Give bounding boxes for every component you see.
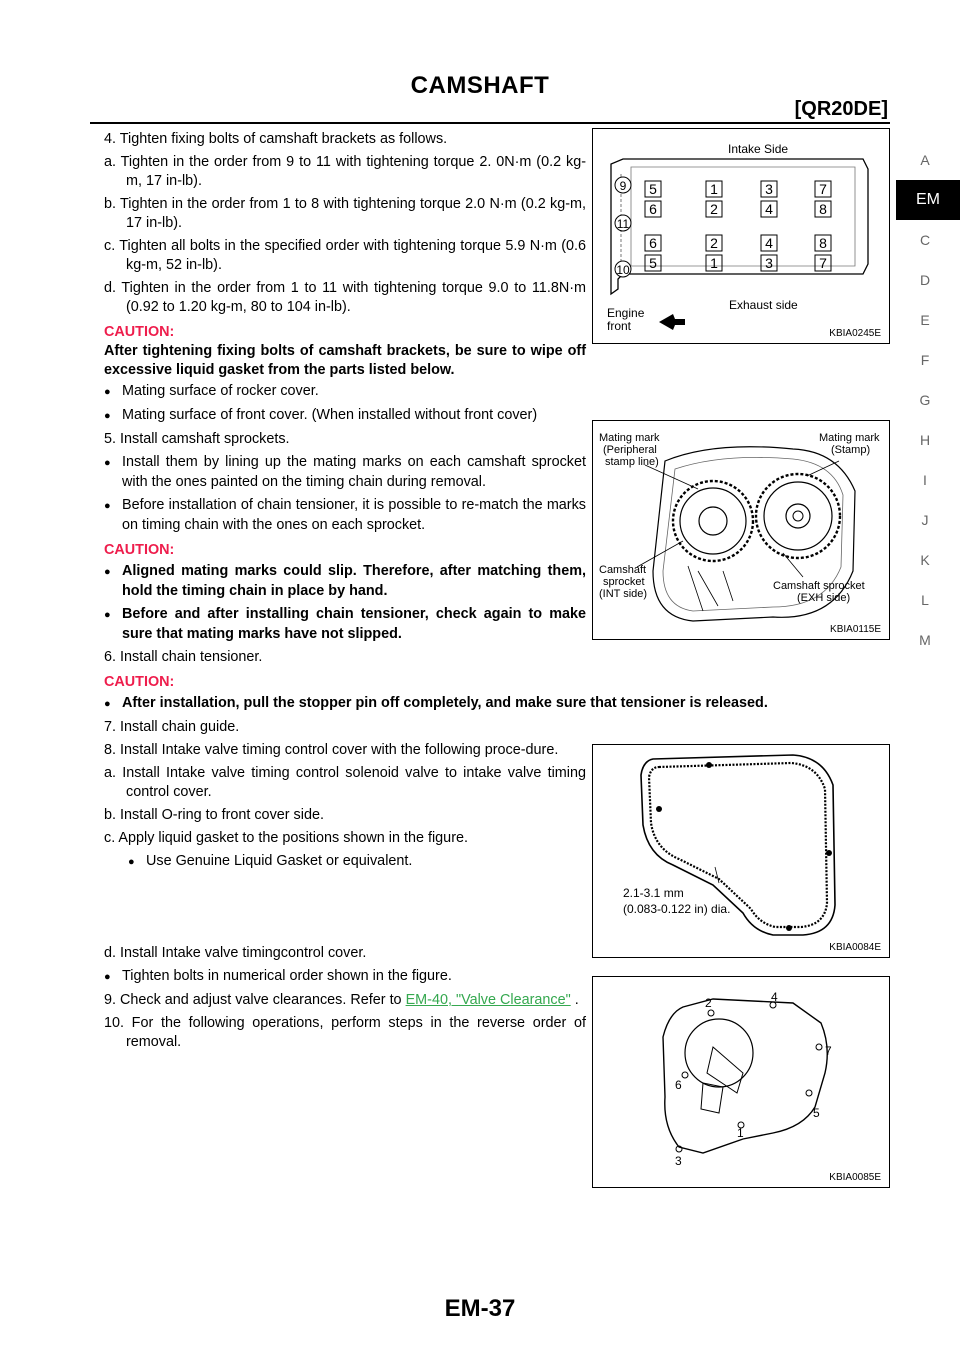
section-tab-l[interactable]: L	[921, 592, 929, 608]
figure-id: KBIA0085E	[829, 1172, 881, 1183]
svg-text:(INT side): (INT side)	[599, 588, 648, 600]
svg-text:10: 10	[616, 263, 630, 277]
svg-text:(0.083-0.122 in) dia.: (0.083-0.122 in) dia.	[623, 902, 731, 916]
bullet-icon: ●	[104, 609, 111, 621]
bullet-icon: ●	[104, 457, 111, 469]
svg-text:(EXH side): (EXH side)	[797, 592, 851, 604]
caution-bullet-1: ● Mating surface of rocker cover.	[104, 382, 586, 402]
figure-cover-bolt-order	[592, 976, 890, 1188]
bullet-icon: ●	[104, 698, 111, 710]
svg-text:7: 7	[819, 181, 827, 197]
caution-bullet-3: ● Aligned mating marks could slip. Therefore, after matching them, hold the timing chain in place by hand.	[104, 563, 586, 599]
section-tab-k[interactable]: K	[920, 552, 930, 568]
svg-text:7: 7	[819, 255, 827, 271]
caution-bullet-2: ● Mating surface of front cover. (When installed without front cover)	[104, 406, 882, 426]
sprocket-diagram	[593, 421, 889, 639]
figure-id: KBIA0245E	[829, 328, 881, 339]
svg-text:6: 6	[649, 235, 657, 251]
svg-text:front: front	[607, 319, 632, 333]
svg-text:1: 1	[710, 181, 718, 197]
step-8c: c. Apply liquid gasket to the positions shown in the figure.	[104, 830, 468, 846]
section-tab-a[interactable]: A	[920, 152, 930, 168]
section-tab-h[interactable]: H	[919, 432, 931, 448]
section-tab-c[interactable]: C	[919, 232, 931, 248]
svg-text:Engine: Engine	[607, 306, 645, 320]
svg-text:(Peripheral: (Peripheral	[603, 444, 657, 456]
bullet-icon: ●	[104, 410, 111, 422]
bullet-icon: ●	[104, 500, 111, 512]
svg-text:2: 2	[705, 996, 712, 1010]
step-8a: a. Install Intake valve timing control solenoid valve to intake valve timing control cover.	[104, 765, 586, 800]
svg-text:9: 9	[619, 179, 627, 193]
step-4d: d. Tighten in the order from 1 to 11 with tightening torque 9.0 to 11.8N·m (0.92 to 1.20 kg-m, 80 to 104 in-lb).	[104, 280, 586, 315]
caution-label: CAUTION:	[104, 674, 175, 690]
step-8: 8. Install Intake valve timing control cover with the following proce-dure.	[104, 742, 559, 758]
svg-text:Intake Side: Intake Side	[728, 142, 789, 156]
step-8c-bullet: ● Use Genuine Liquid Gasket or equivalent.	[128, 852, 586, 872]
step-10: 10. For the following operations, perform steps in the reverse order of removal.	[104, 1015, 586, 1050]
valve-clearance-link[interactable]: EM-40, "Valve Clearance"	[405, 992, 571, 1008]
section-tab-em[interactable]: EM	[896, 180, 960, 220]
section-tab-e[interactable]: E	[920, 312, 930, 328]
step-6: 6. Install chain tensioner.	[104, 649, 263, 665]
svg-text:(Stamp): (Stamp)	[831, 444, 871, 456]
svg-text:2.1-3.1 mm: 2.1-3.1 mm	[623, 886, 684, 900]
svg-text:Camshaft sprocket: Camshaft sprocket	[773, 580, 865, 592]
figure-gasket-bead	[592, 744, 890, 958]
svg-text:5: 5	[813, 1106, 820, 1120]
svg-text:3: 3	[765, 255, 773, 271]
svg-text:5: 5	[649, 255, 657, 271]
step-5-bullet-1: ● Install them by lining up the mating marks on each camshaft sprocket with the ones painted on the timing chain during removal.	[104, 454, 586, 490]
bullet-icon: ●	[104, 971, 111, 983]
svg-text:6: 6	[649, 201, 657, 217]
svg-text:4: 4	[765, 201, 773, 217]
step-8d-bullet: ● Tighten bolts in numerical order shown in the figure.	[104, 967, 586, 987]
svg-text:7: 7	[825, 1044, 832, 1058]
section-tab-g[interactable]: G	[919, 392, 931, 408]
step-5-bullet-2: ● Before installation of chain tensioner, it is possible to re-match the marks on timing chain with the ones on each sprocket.	[104, 497, 586, 533]
step-8d: d. Install Intake valve timingcontrol cover.	[104, 945, 367, 961]
step-5: 5. Install camshaft sprockets.	[104, 431, 290, 447]
gasket-diagram	[593, 745, 889, 957]
svg-text:4: 4	[765, 235, 773, 251]
svg-text:Camshaft: Camshaft	[599, 564, 647, 576]
section-tab-i[interactable]: I	[923, 472, 927, 488]
section-tab-m[interactable]: M	[919, 632, 931, 648]
caution-label: CAUTION:	[104, 324, 175, 340]
step-4a: a. Tighten in the order from 9 to 11 with tightening torque 2. 0N·m (0.2 kg-m, 17 in-lb).	[104, 154, 586, 189]
step-7: 7. Install chain guide.	[104, 719, 240, 735]
section-tab-d[interactable]: D	[919, 272, 931, 288]
section-index	[890, 140, 960, 660]
svg-text:3: 3	[765, 181, 773, 197]
bullet-icon: ●	[104, 386, 111, 398]
caution-bullet-5: ● After installation, pull the stopper pin off completely, and make sure that tensioner is released.	[104, 694, 882, 714]
step-8b: b. Install O-ring to front cover side.	[104, 807, 324, 823]
figure-bracket-order	[592, 128, 890, 344]
cover-diagram	[593, 977, 889, 1187]
figure-id: KBIA0084E	[829, 942, 881, 953]
section-tab-j[interactable]: J	[921, 512, 929, 528]
svg-text:4: 4	[771, 990, 778, 1004]
svg-text:sprocket: sprocket	[603, 576, 645, 588]
svg-text:3: 3	[675, 1154, 682, 1168]
svg-text:8: 8	[819, 201, 827, 217]
bracket-diagram	[593, 129, 889, 343]
caution-text-1: After tightening fixing bolts of camshaft brackets, be sure to wipe off excessive liquid gasket from the parts listed below.	[104, 343, 586, 378]
step-9: 9. Check and adjust valve clearances. Refer to EM-40, "Valve Clearance" .	[104, 992, 579, 1008]
caution-label: CAUTION:	[104, 542, 175, 558]
svg-text:Mating mark: Mating mark	[599, 432, 660, 444]
figure-id: KBIA0115E	[830, 624, 881, 635]
arrow-left-icon	[659, 314, 685, 330]
svg-text:1: 1	[710, 255, 718, 271]
svg-text:2: 2	[710, 235, 718, 251]
svg-text:1: 1	[737, 1126, 744, 1140]
svg-text:stamp line): stamp line)	[605, 456, 659, 468]
step-4b: b. Tighten in the order from 1 to 8 with tightening torque 2.0 N·m (0.2 kg-m, 17 in-lb).	[104, 196, 586, 231]
bullet-icon: ●	[104, 566, 111, 578]
svg-text:Mating mark: Mating mark	[819, 432, 880, 444]
svg-text:Exhaust side: Exhaust side	[729, 298, 798, 312]
page-number: EM-37	[444, 1295, 516, 1322]
svg-text:8: 8	[819, 235, 827, 251]
bullet-icon: ●	[128, 856, 135, 868]
svg-text:6: 6	[675, 1078, 682, 1092]
page-title: CAMSHAFT	[410, 72, 550, 99]
svg-text:5: 5	[649, 181, 657, 197]
engine-code: [QR20DE]	[794, 98, 888, 120]
figure-sprocket-marks	[592, 420, 890, 640]
step-4: 4. Tighten fixing bolts of camshaft brackets as follows.	[104, 131, 448, 147]
step-4c: c. Tighten all bolts in the specified order with tightening torque 5.9 N·m (0.6 kg-m, 52 in-lb).	[104, 238, 586, 273]
svg-text:11: 11	[616, 217, 630, 231]
caution-bullet-4: ● Before and after installing chain tensioner, check again to make sure that mating marks have not slipped.	[104, 606, 586, 642]
header-rule	[90, 122, 890, 124]
section-tab-f[interactable]: F	[920, 352, 930, 368]
svg-text:2: 2	[710, 201, 718, 217]
